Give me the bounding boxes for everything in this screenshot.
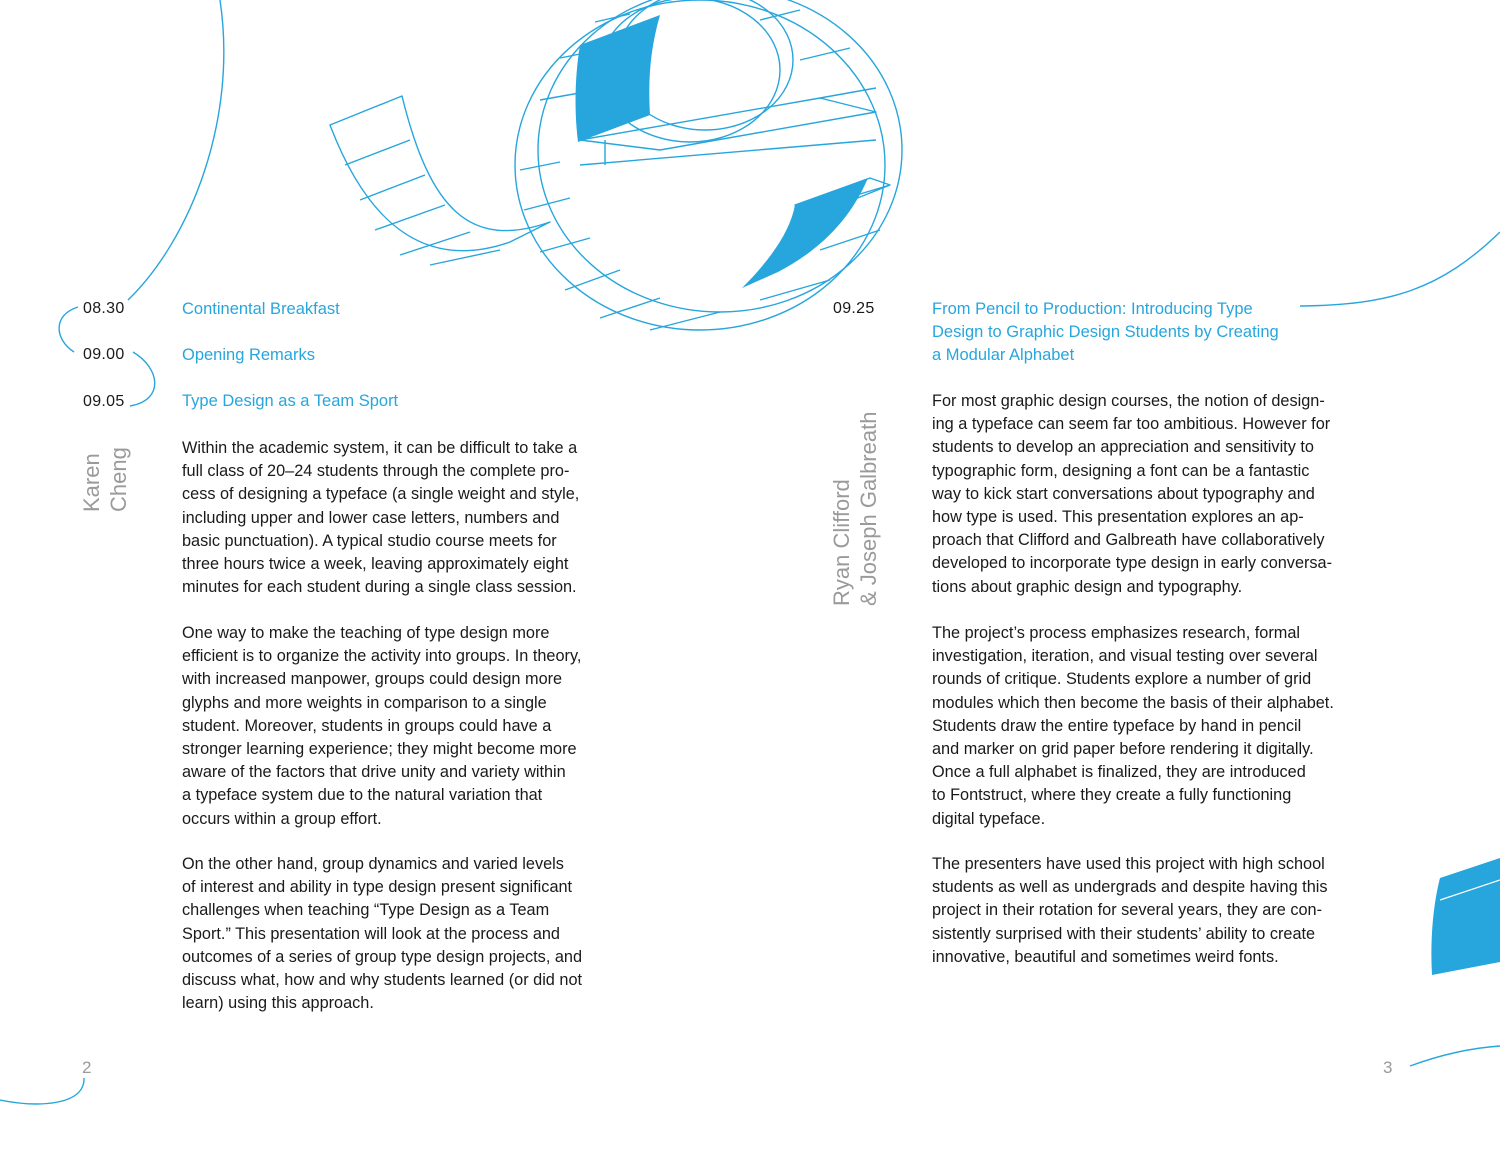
speaker-first: Ryan Clifford: [829, 479, 854, 606]
speaker-second: & Joseph Galbreath: [856, 411, 881, 606]
session-title-line: a Modular Alphabet: [932, 346, 1075, 365]
session-time: 09.00: [83, 346, 125, 363]
session-title: [932, 298, 1279, 368]
abstract-paragraph: The project’s process emphasizes research, formal investigation, iteration, and visual testing over several rounds of critique. Students explore a number of grid modules which then become the basis of their alphabet. Students draw the entire typeface by hand in pencil and marker on grid paper before rendering it digitally. Once a full alphabet is finalized, they are introduced to Fontstruct, where they create a fully functioning digital typeface.: [932, 624, 1334, 828]
abstract-paragraph: Within the academic system, it can be difficult to take a full class of 20–24 students through the complete pro- cess of designing a typeface (a single weight and style, including upper and lower case letters, numbers and basic punctuation). A typical studio course meets for three hours twice a week, leaving approximately eight minutes for each student during a single class session.: [182, 439, 580, 597]
session-time: 08.30: [83, 300, 125, 317]
right-page: [750, 0, 1500, 1166]
session-title: Type Design as a Team Sport: [182, 392, 399, 410]
speaker-last-name: Cheng: [106, 447, 131, 512]
speaker-first-name: Karen: [79, 453, 104, 512]
session-title-line: Design to Graphic Design Students by Creating: [932, 323, 1279, 342]
abstract-paragraph: The presenters have used this project with high school students as well as undergrads and despite having this project in their rotation for several years, they are con- sistently surprised with their students’ ability to create innovative, beautiful and sometimes weird fonts.: [932, 855, 1328, 966]
session-title-line: From Pencil to Production: Introducing Type: [932, 300, 1253, 318]
speaker-name: [828, 412, 882, 606]
speaker-name: [78, 447, 132, 512]
abstract-paragraph: One way to make the teaching of type design more efficient is to organize the activity into groups. In theory, with increased manpower, groups could design more glyphs and more weights in comparison to a single student. Moreover, students in groups could have a stronger learning experience; they might become more aware of the factors that drive unity and variety within a typeface system due to the natural variation that occurs within a group effort.: [182, 624, 582, 828]
session-title: Continental Breakfast: [182, 300, 340, 318]
abstract-paragraph: On the other hand, group dynamics and varied levels of interest and ability in type design present significant challenges when teaching “Type Design as a Team Sport.” This presentation will look at the process and outcomes of a series of group type design projects, and discuss what, how and why students learned (or did not learn) using this approach.: [182, 855, 583, 1013]
page-number: 2: [82, 1058, 92, 1077]
session-title: Opening Remarks: [182, 346, 315, 364]
session-time: 09.05: [83, 393, 125, 410]
abstract-paragraph: For most graphic design courses, the notion of design- ing a typeface can seem far too ambitious. However for students to develop an appreciation and sensitivity to typographic form, designing a font can be a fantastic way to kick start conversations about typography and how type is used. This presentation explores an ap- proach that Clifford and Galbreath have collaboratively developed to incorporate type design in early conversa- tions about graphic design and typography.: [932, 392, 1333, 596]
session-time: 09.25: [833, 300, 875, 317]
page-number: 3: [1383, 1058, 1393, 1077]
